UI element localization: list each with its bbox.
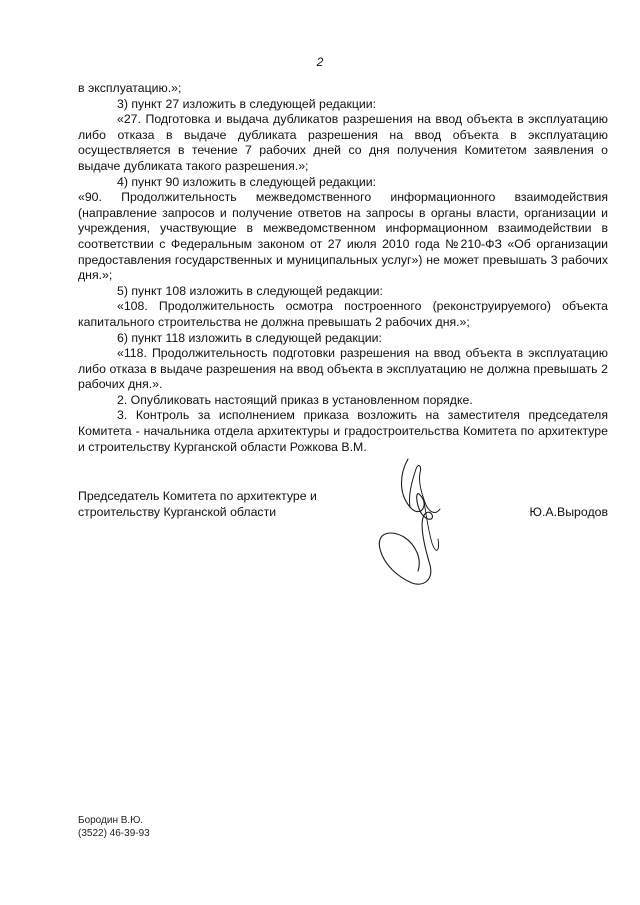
document-footer [78, 815, 150, 840]
paragraph: 5) пункт 108 изложить в следующей редакции: [117, 283, 383, 298]
signer-title [78, 488, 348, 520]
paragraph: «108. Продолжительность осмотра построенного (реконструируемого) объекта капитального строительства не должна превышать 2 рабочих дня.»; [78, 299, 608, 329]
paragraph: 6) пункт 118 изложить в следующей редакции: [117, 330, 382, 345]
paragraph: «27. Подготовка и выдача дубликатов разрешения на ввод объекта в эксплуатацию либо отказа в выдаче дубликата разрешения на ввод объекта в эксплуатацию осуществляется в течение 7 рабочих дней со дня получения Комитетом заявления о выдаче дубликата такого разрешения.»; [78, 112, 608, 173]
executor-name: Бородин В.Ю. [78, 815, 144, 826]
paragraph: 3) пункт 27 изложить в следующей редакции: [117, 96, 377, 111]
signer-title-line-1: Председатель Комитета по архитектуре и [78, 489, 317, 503]
paragraph: «90. Продолжительность межведомственного информационного взаимодействия (направление запросов и получение ответов на запросы в органы власти, организации и учреждения, участвующие в межведомственном информационном взаимодействии в соответствии с Федеральным законом от 27 июля 2010 года №210-ФЗ «Об организации предоставления государственных и муниципальных услуг») не может превышать 3 рабочих дня.»; [78, 190, 608, 283]
paragraph: 2. Опубликовать настоящий приказ в установленном порядке. [117, 392, 473, 407]
handwritten-signature [370, 455, 460, 595]
executor-phone: (3522) 46-39-93 [78, 827, 150, 839]
paragraph: 4) пункт 90 изложить в следующей редакции: [117, 174, 377, 189]
paragraph: 3. Контроль за исполнением приказа возложить на заместителя председателя Комитета - начальника отдела архитектуры и градостроительства Комитета по архитектуре и строительству Курганской области Рожкова В.М. [78, 408, 608, 454]
page-number: 2 [316, 55, 324, 69]
signer-title-line-2: строительству Курганской области [78, 505, 277, 519]
signer-name: Ю.А.Выродов [529, 505, 608, 519]
document-body [78, 81, 608, 455]
paragraph: «118. Продолжительность подготовки разрешения на ввод объекта в эксплуатацию либо отказа в выдаче разрешения на ввод объекта в эксплуатацию не должна превышать 2 рабочих дня.». [78, 346, 608, 392]
paragraph: в эксплуатацию.»; [78, 81, 182, 95]
